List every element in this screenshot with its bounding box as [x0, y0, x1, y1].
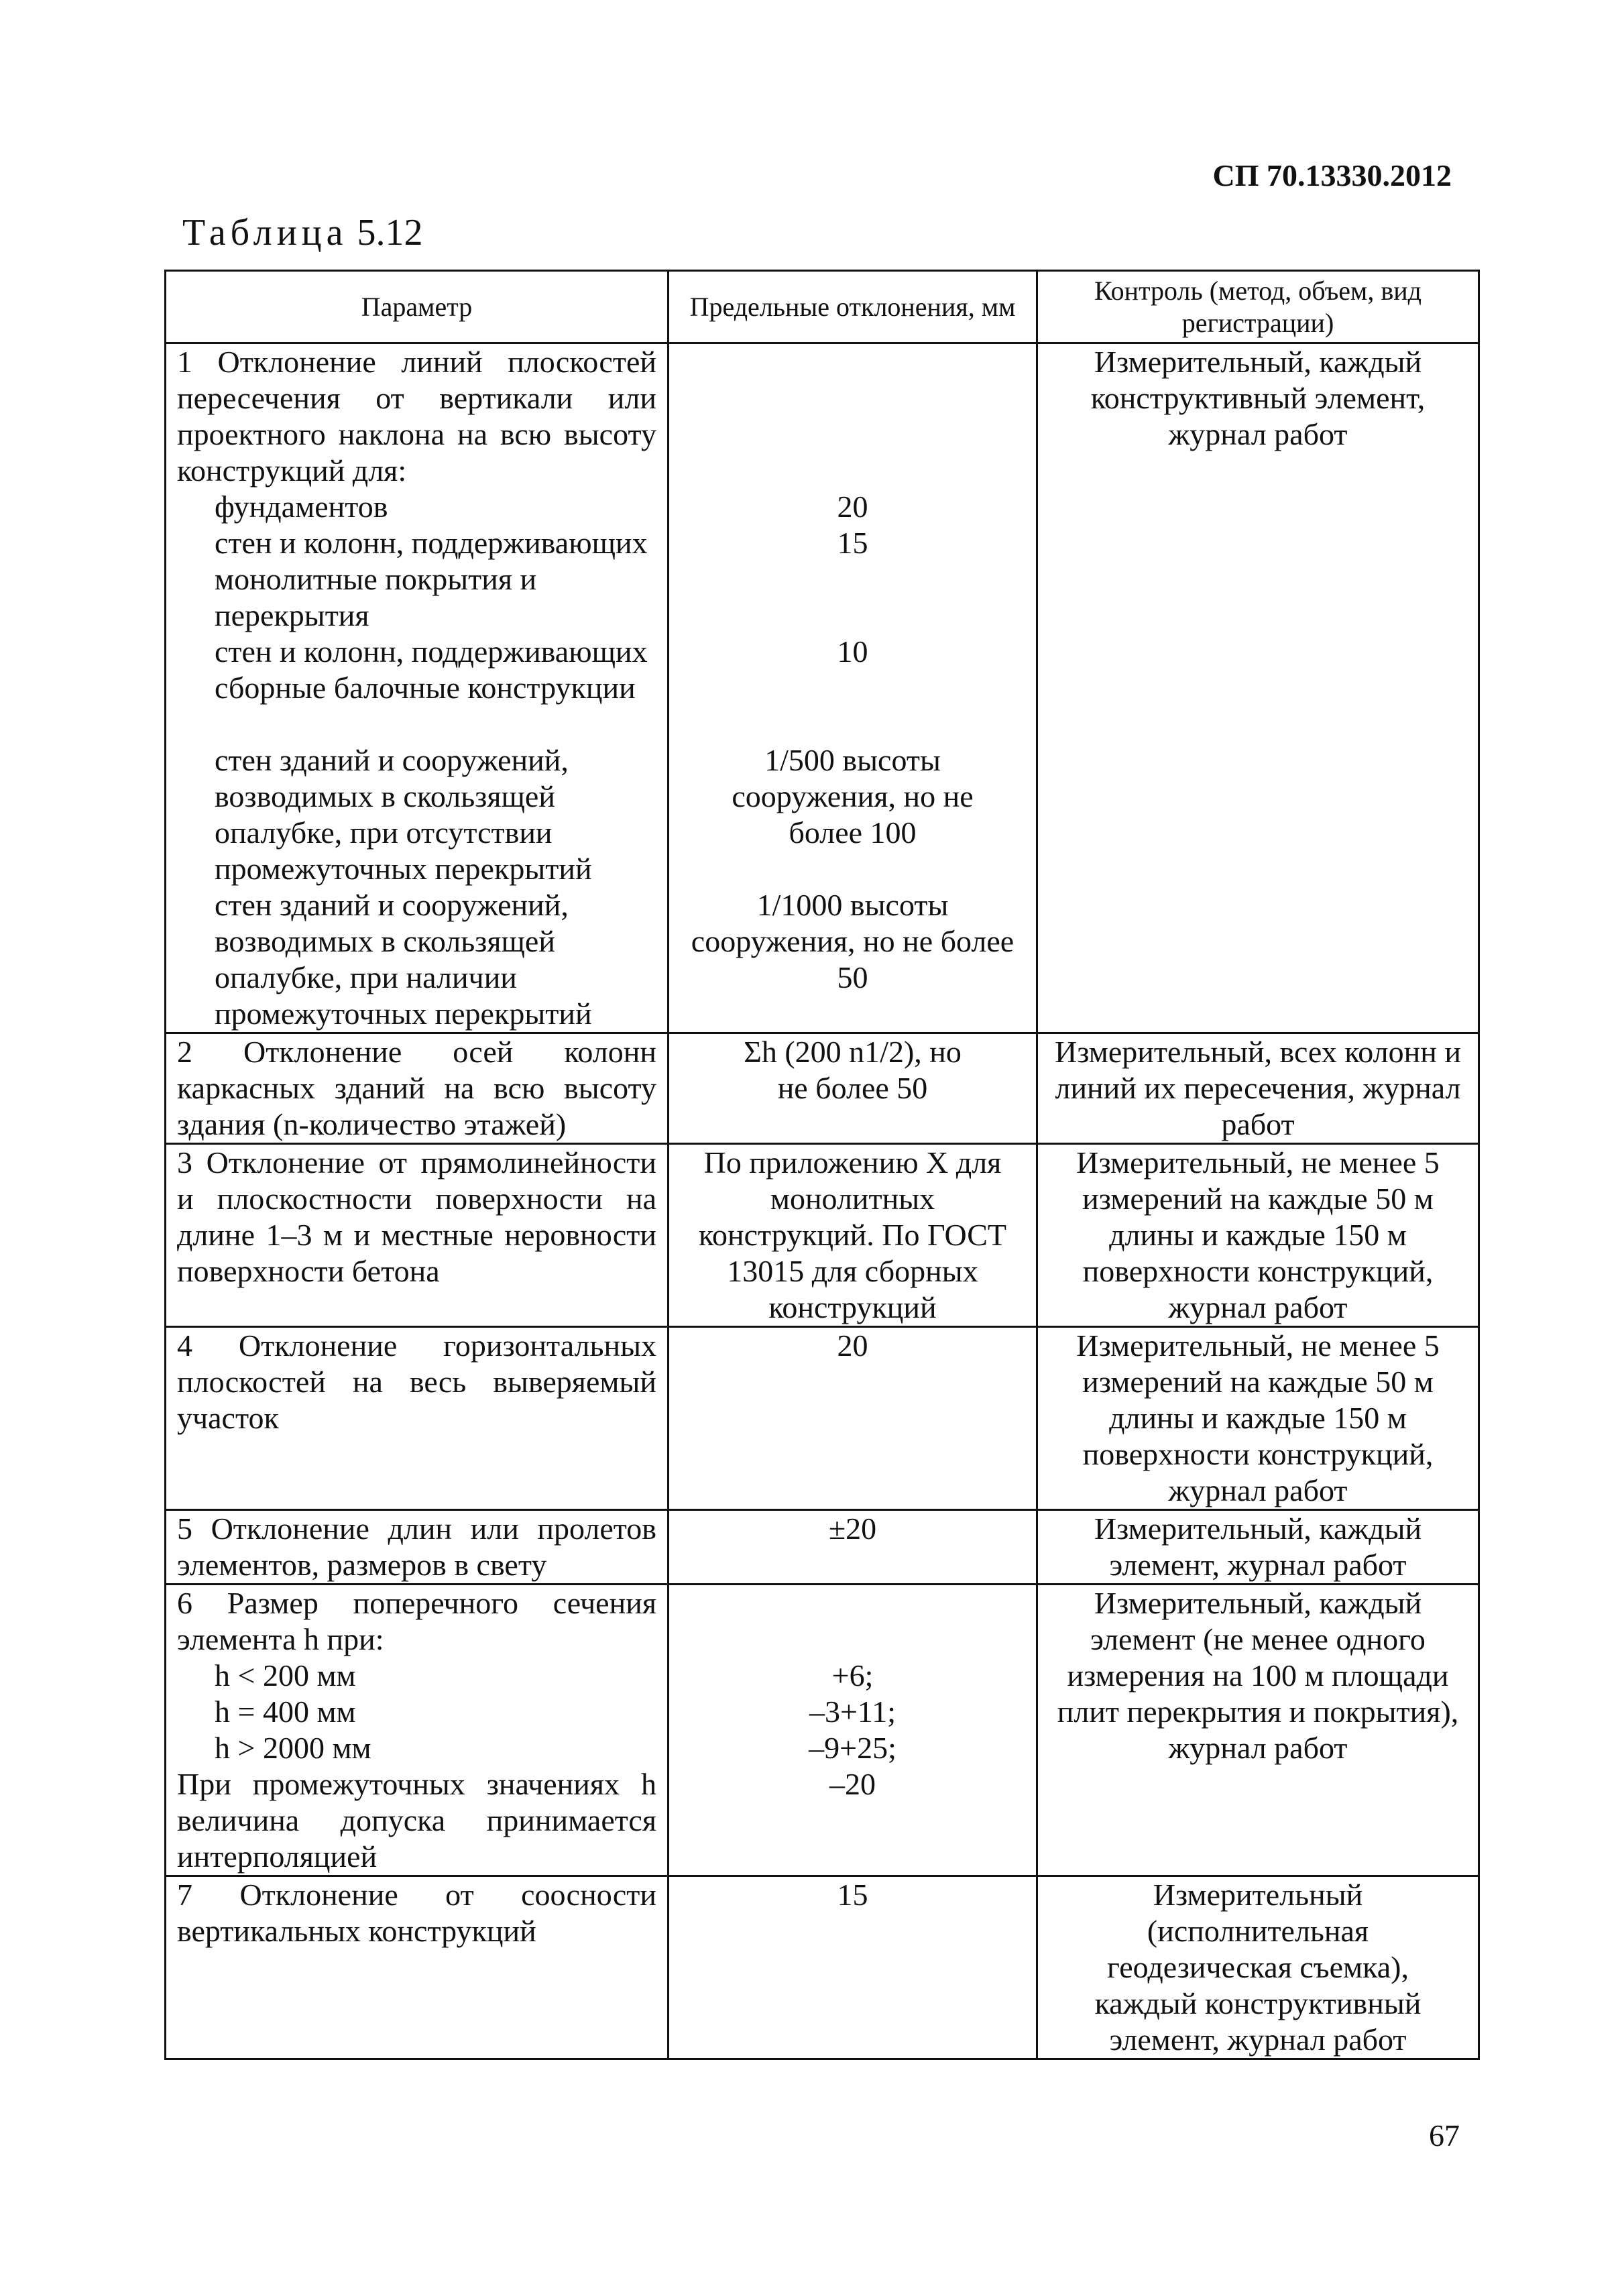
row-1-sub-4: стен зданий и сооружений, возводимых в скользящей опалубке, при отсутствии промежуточных перекрытий — [215, 743, 592, 886]
row-6-sub-2: h = 400 мм — [215, 1695, 356, 1729]
table-row — [166, 1510, 1479, 1585]
row-4-parameter — [166, 1327, 669, 1510]
row-6-value-4: –20 — [829, 1767, 876, 1801]
column-header-control: Контроль (метод, объем, вид регистрации) — [1037, 271, 1479, 343]
row-2-deviation: Σh (200 n1/2), но не более 50 — [669, 1033, 1037, 1144]
row-5-param-text: 5 Отклонение длин или пролетов элементов, размеров в свету — [177, 1511, 656, 1582]
table-caption-word: Таблица — [182, 212, 348, 253]
row-3-param-text: 3 Отклонение от прямолинейности и плоскостности поверхности на длине 1–3 м и местные неровности поверхности бетона — [177, 1145, 656, 1288]
table-row — [166, 1033, 1479, 1144]
row-2-parameter — [166, 1033, 669, 1144]
row-6-param-intro: 6 Размер поперечного сечения элемента h при: — [177, 1586, 656, 1656]
table-caption — [182, 211, 423, 254]
table-row — [166, 1327, 1479, 1510]
table-row — [166, 1144, 1479, 1327]
row-2-control: Измерительный, всех колонн и линий их пересечения, журнал работ — [1037, 1033, 1479, 1144]
row-1-sub-3: стен и колонн, поддерживающих сборные балочные конструкции — [215, 634, 648, 705]
row-1-control: Измерительный, каждый конструктивный элемент, журнал работ — [1037, 343, 1479, 1033]
row-6-param-note: При промежуточных значениях h величина допуска принимается интерполяцией — [177, 1767, 656, 1874]
row-1-value-3: 10 — [837, 634, 868, 669]
row-1-deviation — [669, 343, 1037, 1033]
row-1-sub-2: стен и колонн, поддерживающих монолитные покрытия и перекрытия — [215, 526, 648, 632]
row-7-parameter — [166, 1876, 669, 2059]
row-1-value-2: 15 — [837, 526, 868, 560]
row-1-parameter — [166, 343, 669, 1033]
row-6-sub-3: h > 2000 мм — [215, 1731, 371, 1765]
row-1-value-5: 1/1000 высоты сооружения, но не более 50 — [691, 888, 1014, 994]
row-6-value-2: –3+11; — [809, 1695, 896, 1729]
row-6-value-3: –9+25; — [809, 1731, 896, 1765]
page-number: 67 — [1429, 2118, 1460, 2152]
row-3-control: Измерительный, не менее 5 измерений на каждые 50 м длины и каждые 150 м поверхности конструкций, журнал работ — [1037, 1144, 1479, 1327]
column-header-deviation: Предельные отклонения, мм — [669, 271, 1037, 343]
row-6-deviation — [669, 1585, 1037, 1876]
row-1-param-text: 1 Отклонение линий плоскостей пересечения от вертикали или проектного наклона на всю высоту конструкций для: — [177, 345, 656, 487]
row-7-control: Измерительный (исполнительная геодезическая съемка), каждый конструктивный элемент, журнал работ — [1037, 1876, 1479, 2059]
tolerances-table — [164, 270, 1480, 2060]
table-caption-number: 5.12 — [357, 212, 423, 253]
row-4-control: Измерительный, не менее 5 измерений на каждые 50 м длины и каждые 150 м поверхности конструкций, журнал работ — [1037, 1327, 1479, 1510]
table-row — [166, 1585, 1479, 1876]
row-3-parameter — [166, 1144, 669, 1327]
row-6-sub-1: h < 200 мм — [215, 1658, 356, 1692]
row-6-value-1: +6; — [831, 1658, 874, 1692]
row-5-deviation: ±20 — [669, 1510, 1037, 1585]
row-1-sub-5: стен зданий и сооружений, возводимых в скользящей опалубке, при наличии промежуточных перекрытий — [215, 888, 592, 1031]
document-code: СП 70.13330.2012 — [1212, 158, 1452, 192]
row-4-deviation: 20 — [669, 1327, 1037, 1510]
row-7-param-text: 7 Отклонение от соосности вертикальных конструкций — [177, 1878, 656, 1948]
row-5-parameter — [166, 1510, 669, 1585]
table-row — [166, 1876, 1479, 2059]
row-2-param-text: 2 Отклонение осей колонн каркасных зданий на всю высоту здания (n-количество этажей) — [177, 1035, 656, 1141]
row-4-param-text: 4 Отклонение горизонтальных плоскостей на весь выверяемый участок — [177, 1328, 656, 1435]
row-1-value-1: 20 — [837, 490, 868, 524]
row-6-control: Измерительный, каждый элемент (не менее одного измерения на 100 м площади плит перекрытия и покрытия), журнал работ — [1037, 1585, 1479, 1876]
row-1-value-4: 1/500 высоты сооружения, но не более 100 — [732, 743, 974, 850]
row-1-sub-1: фундаментов — [215, 490, 388, 524]
row-6-parameter — [166, 1585, 669, 1876]
row-7-deviation: 15 — [669, 1876, 1037, 2059]
table-row — [166, 343, 1479, 1033]
table-header-row — [166, 271, 1479, 343]
row-5-control: Измерительный, каждый элемент, журнал работ — [1037, 1510, 1479, 1585]
column-header-parameter: Параметр — [166, 271, 669, 343]
row-3-deviation: По приложению Х для монолитных конструкций. По ГОСТ 13015 для сборных конструкций — [669, 1144, 1037, 1327]
